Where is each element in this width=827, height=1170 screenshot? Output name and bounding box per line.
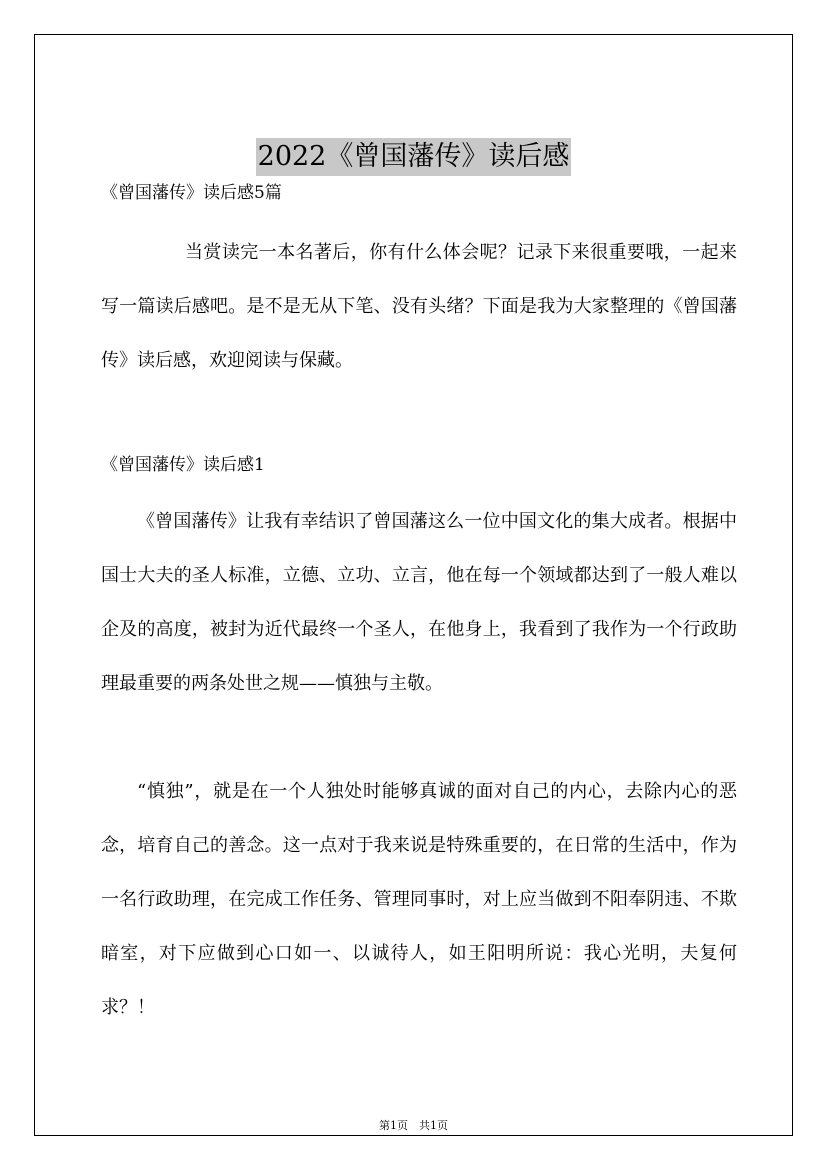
document-subtitle: 《曾国藩传》读后感5篇	[101, 183, 282, 203]
body-paragraph-2: “慎独”，就是在一个人独处时能够真诚的面对自己的内心，去除内心的恶念，培育自己的善念。这一点对于我来说是特殊重要的，在日常的生活中，作为一名行政助理，在完成工作任务、管理同事时，对上应当做到不阳奉阴违、不欺暗室，对下应做到心口如一、以诚待人，如王阳明所说：我心光明，夫复何求？！	[101, 781, 737, 1018]
document-page	[34, 34, 793, 1136]
intro-paragraph: 当赏读完一本名著后，你有什么体会呢？记录下来很重要哦，一起来写一篇读后感吧。是不是无从下笔、没有头绪？下面是我为大家整理的《曾国藩传》读后感，欢迎阅读与保藏。	[101, 242, 737, 371]
document-title-wrapper	[35, 138, 792, 176]
section-heading: 《曾国藩传》读后感1	[101, 455, 265, 475]
document-title: 2022《曾国藩传》读后感	[256, 138, 572, 176]
body-paragraph-1: 《曾国藩传》让我有幸结识了曾国藩这么一位中国文化的集大成者。根据中国士大夫的圣人标准，立德、立功、立言，他在每一个领域都达到了一般人难以企及的高度，被封为近代最终一个圣人，在他身上，我看到了我作为一个行政助理最重要的两条处世之规——慎独与主敬。	[101, 511, 737, 694]
page-footer: 第1页 共1页	[379, 1119, 448, 1132]
